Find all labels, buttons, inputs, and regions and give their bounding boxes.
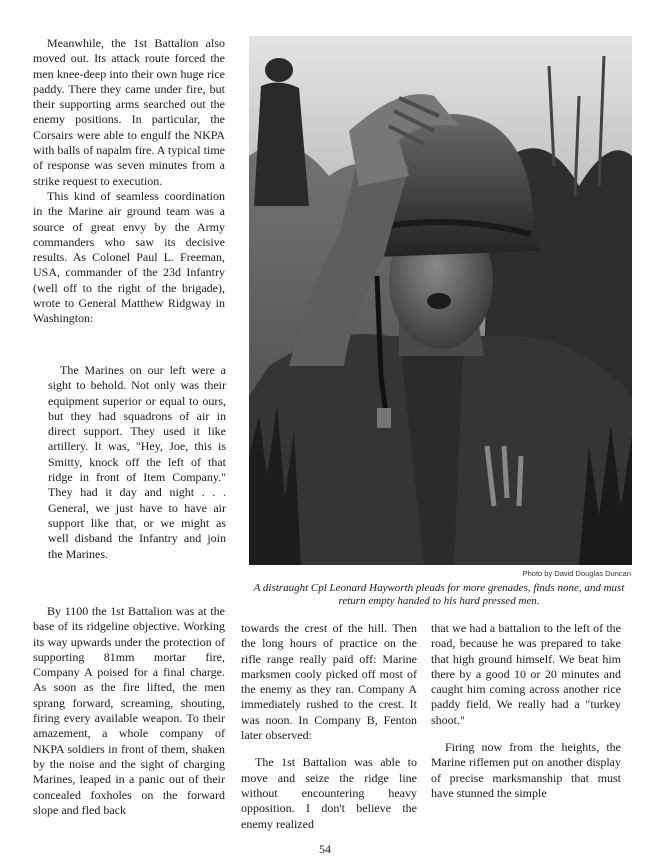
- text-column-left-bottom: [33, 604, 225, 818]
- photo-illustration: [249, 36, 632, 565]
- paragraph: towards the crest of the hill. Then the long hours of practice on the rifle range really paid off: Marine marksmen cooly picked off most of the enemy as they ran. Company A immediately rushed to the crest. It was noon. In Company B, Fenton later observed:: [241, 621, 417, 743]
- quote-paragraph: The 1st Battalion was able to move and seize the ridge line without encountering heavy opposition. I don't believe the enemy realized: [241, 755, 417, 831]
- paragraph: Firing now from the heights, the Marine riflemen put on another display of precise marksmanship that must have stunned the simple: [431, 740, 621, 800]
- text-column-left-top: [33, 36, 225, 327]
- quote-paragraph: that we had a battalion to the left of the road, because he was prepared to take that high ground himself. We beat him there by a good 10 or 20 minutes and caught him coming across another rice paddy field. We really had a "turkey shoot.": [431, 621, 621, 727]
- quote-text: The Marines on our left were a sight to behold. Not only was their equipment superior or equal to ours, but they had squadrons of air in direct support. They used it like artillery. It was, "Hey, Joe, this is Smitty, knock off the left of that ridge in front of Item Company." They had it day and night . . . General, we just have to have air support like that, or we might as well disband the Infantry and join the Marines.: [48, 363, 226, 561]
- photo-credit: Photo by David Douglas Duncan: [522, 569, 631, 578]
- photo-caption: A distraught Cpl Leonard Hayworth pleads for more grenades, finds none, and must return empty handed to his hard pressed men.: [253, 582, 625, 607]
- text-column-middle: [241, 621, 417, 832]
- paragraph: This kind of seamless coordination in the Marine air ground team was a source of great envy by the Army commanders who saw its decisive results. As Colonel Paul L. Freeman, USA, commander of the 23d Infantry (well off to the right of the brigade), wrote to General Matthew Ridgway in Washington:: [33, 188, 225, 326]
- paragraph: Meanwhile, the 1st Battalion also moved out. Its attack route forced the men knee-deep into their own huge rice paddy. There they came under fire, but their supporting arms searched out the enemy positions. In particular, the Corsairs were able to engulf the NKPA with balls of napalm fire. A typical time of response was seven minutes from a strike request to execution.: [33, 36, 225, 188]
- photograph: [249, 36, 632, 565]
- block-quote: [48, 363, 226, 562]
- text-column-right: [431, 621, 621, 801]
- page-number: 54: [319, 842, 331, 856]
- paragraph: By 1100 the 1st Battalion was at the base of its ridgeline objective. Working its way upwards under the protection of supporting 81mm mortar fire, Company A poised for a final charge. As soon as the fire lifted, the men sprang forward, screaming, shouting, firing every available weapon. To their amazement, a whole company of NKPA soldiers in front of them, shaken by the noise and the sight of charging Marines, leaped in a panic out of their concealed foxholes on the forward slope and fled back: [33, 604, 225, 817]
